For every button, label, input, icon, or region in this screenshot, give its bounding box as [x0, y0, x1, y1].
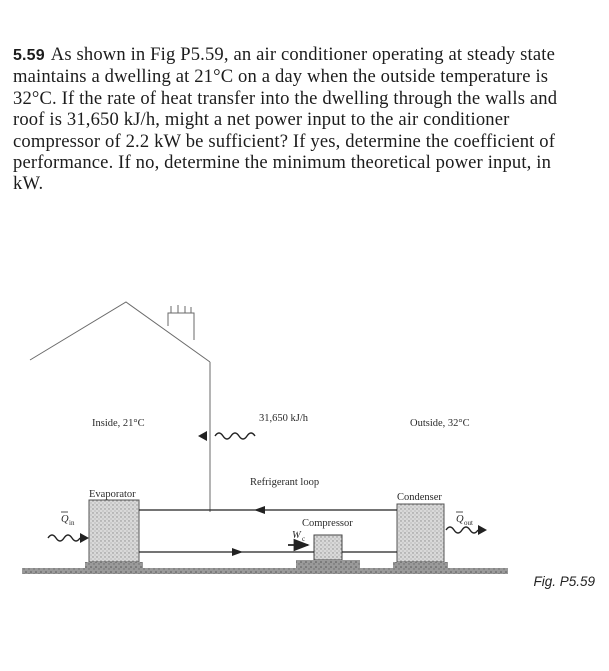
q-in-label — [61, 512, 75, 527]
heat-leak-arrowhead — [198, 431, 207, 441]
q-out-arrowhead — [478, 525, 487, 535]
inside-label: Inside, 21°C — [92, 418, 145, 429]
work-label — [292, 530, 305, 543]
q-in-arrow — [48, 535, 80, 541]
q-out-subscript: out — [464, 519, 473, 527]
compressor-unit — [314, 535, 342, 560]
problem-text: As shown in Fig P5.59, an air conditioner operating at steady state maintains a dwelling at 21°C on a day when the outside temperature is 32°C. If the rate of heat transfer into the dwelling through the walls and roof is 31,650 kJ/h, might a net power input to the air conditioner compressor of 2.2 kW be sufficient? If yes, determine the coefficient of performance. If no, determine the minimum theoretical power input, in kW. — [13, 44, 558, 195]
q-in-arrowhead — [80, 533, 89, 543]
q-in-symbol: Q — [61, 514, 69, 525]
compressor-base — [296, 560, 360, 568]
outside-label: Outside, 32°C — [410, 418, 470, 429]
refrigerant-loop — [139, 510, 397, 552]
problem-number: 5.59 — [13, 47, 45, 64]
heat-leak-arrow — [215, 433, 255, 439]
condenser-label: Condenser — [397, 492, 442, 503]
work-subscript: c — [302, 535, 306, 543]
evaporator-unit — [89, 500, 139, 562]
refrigerant-flow-arrow — [254, 506, 265, 514]
q-out-symbol: Q — [456, 514, 464, 525]
compressor-flow-arrow — [232, 548, 243, 556]
refrigerant-loop-label: Refrigerant loop — [250, 477, 320, 488]
condenser-base — [393, 562, 448, 569]
q-out-arrow — [446, 527, 478, 533]
evaporator-label: Evaporator — [89, 489, 136, 500]
compressor-label: Compressor — [302, 518, 353, 529]
evaporator-base — [85, 562, 143, 569]
figure-caption: Fig. P5.59 — [533, 574, 595, 589]
work-symbol: W — [292, 530, 301, 541]
condenser-unit — [397, 504, 444, 562]
q-in-subscript: in — [69, 519, 75, 527]
house-outline — [30, 302, 210, 512]
heat-rate-label: 31,650 kJ/h — [259, 413, 309, 424]
q-out-label — [456, 512, 473, 527]
